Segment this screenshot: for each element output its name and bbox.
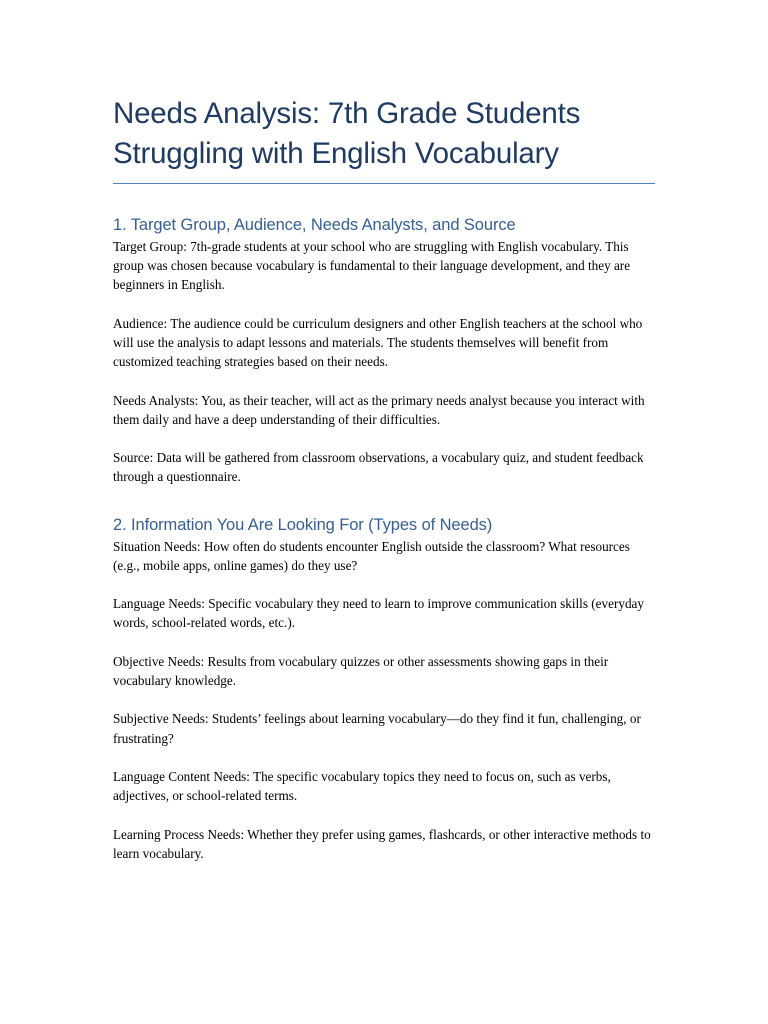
paragraph-source: Source: Data will be gathered from classroom observations, a vocabulary quiz, and student feedback through a questionnaire. bbox=[113, 450, 644, 485]
document-page bbox=[113, 94, 655, 863]
paragraph-audience: Audience: The audience could be curriculum designers and other English teachers at the school who will use the analysis to adapt lessons and materials. The students themselves will benefit from customized teaching strategies based on their needs. bbox=[113, 315, 643, 370]
section-heading-target-group: 1. Target Group, Audience, Needs Analysts, and Source bbox=[113, 216, 516, 234]
paragraph-subjective-needs: Subjective Needs: Students’ feelings about learning vocabulary—do they find it fun, challenging, or frustrating? bbox=[113, 711, 641, 746]
document-title: Needs Analysis: 7th Grade Students Struggling with English Vocabulary bbox=[113, 94, 655, 184]
paragraph-language-needs: Language Needs: Specific vocabulary they need to learn to improve communication skills (everyday words, school-related words, etc.). bbox=[113, 596, 644, 631]
paragraph-language-content-needs: Language Content Needs: The specific vocabulary topics they need to focus on, such as verbs, adjectives, or school-related terms. bbox=[113, 768, 611, 804]
paragraph-objective-needs: Objective Needs: Results from vocabulary quizzes or other assessments showing gaps in their vocabulary knowledge. bbox=[113, 653, 609, 688]
paragraph-target-group: Target Group: 7th-grade students at your school who are struggling with English vocabulary. This group was chosen because vocabulary is fundamental to their language development, and they are beginners in English. bbox=[113, 239, 631, 293]
section-heading-types-of-needs: 2. Information You Are Looking For (Types of Needs) bbox=[113, 515, 493, 534]
paragraph-needs-analysts: Needs Analysts: You, as their teacher, will act as the primary needs analyst because you interact with them daily and have a deep understanding of their difficulties. bbox=[113, 392, 645, 427]
paragraph-situation-needs: Situation Needs: How often do students encounter English outside the classroom? What resources (e.g., mobile apps, online games) do they use? bbox=[113, 538, 630, 573]
paragraph-learning-process-needs: Learning Process Needs: Whether they prefer using games, flashcards, or other interactive methods to learn vocabulary. bbox=[113, 826, 651, 861]
